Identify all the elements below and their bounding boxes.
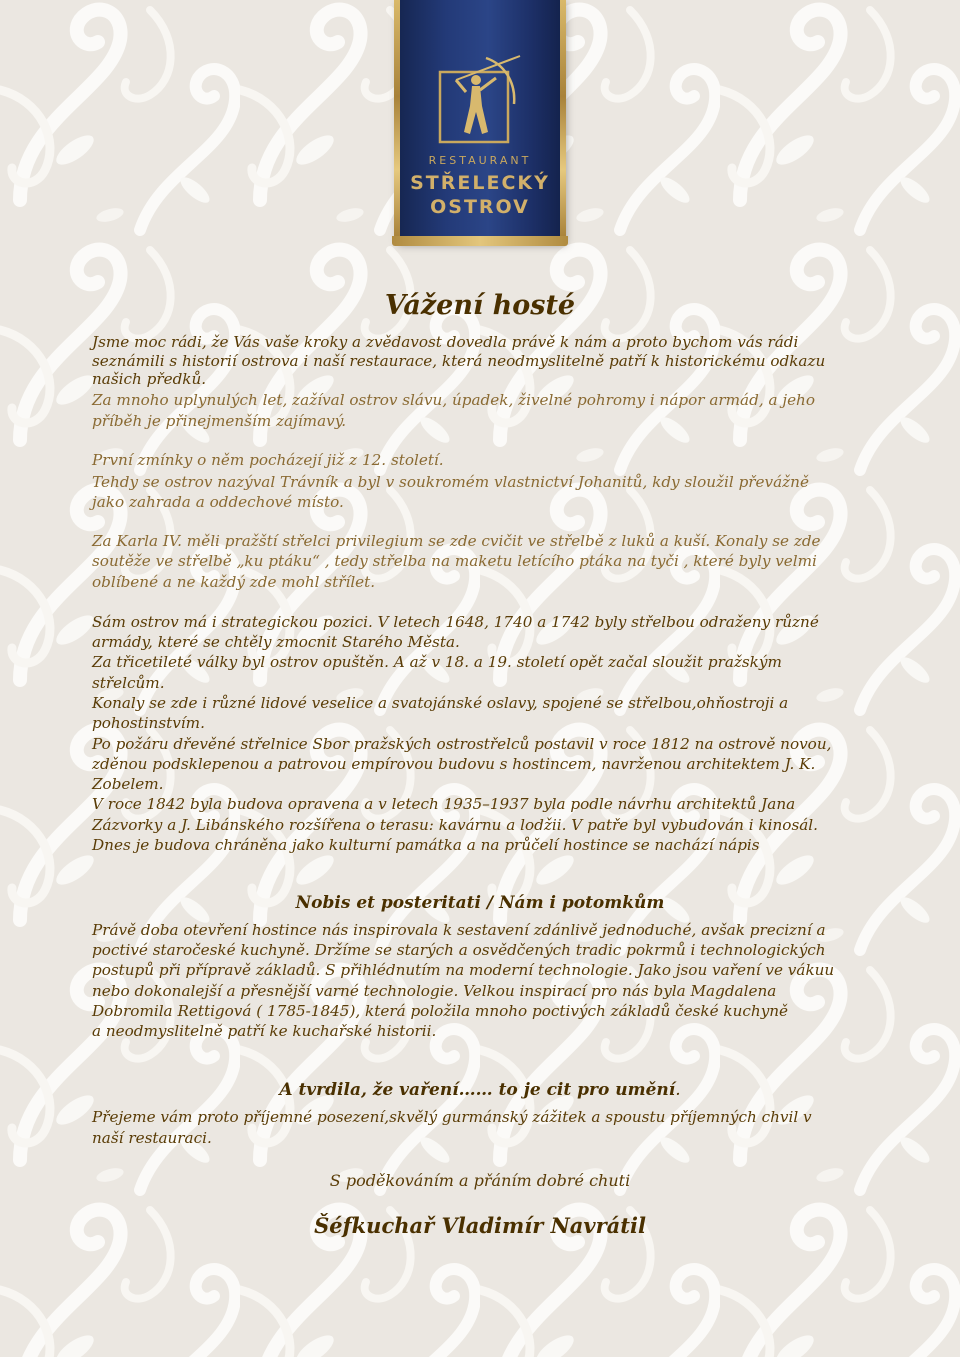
logo-restaurant-label: RESTAURANT bbox=[428, 154, 532, 167]
history-line: Zázvorky a J. Libánského rozšířena o terasu: kavárnu a lodžii. V patře byl vybudován i kinosál. bbox=[92, 816, 818, 834]
logo-ribbon bbox=[396, 0, 564, 242]
intro-line: našich předků. bbox=[92, 370, 207, 388]
history-line: Za třicetileté války byl ostrov opuštěn. A až v 18. a 19. století opět začal sloužit pražským bbox=[92, 653, 782, 671]
logo-name-line2: OSTROV bbox=[430, 196, 530, 218]
paragraph-line: příběh je přinejmenším zajímavý. bbox=[92, 412, 347, 430]
wish-line: Přejeme vám proto příjemné posezení,skvělý gurmánský zážitek a spoustu příjemných chvil v bbox=[92, 1108, 812, 1126]
motto-quote-period: . bbox=[675, 1080, 681, 1100]
ribbon-gold-edge bbox=[392, 236, 568, 246]
paragraph-line: Tehdy se ostrov nazýval Trávník a byl v soukromém vlastnictví Johanitů, kdy sloužil převážně bbox=[92, 473, 809, 491]
history-line: Sám ostrov má i strategickou pozici. V letech 1648, 1740 a 1742 byly střelbou odraženy různé bbox=[92, 613, 819, 631]
cuisine-line: nebo dokonalejší a přesnější varné technologie. Velkou inspirací pro nás byla Magdalena bbox=[92, 982, 777, 1000]
paragraph-line: Za mnoho uplynulých let, zažíval ostrov slávu, úpadek, živelné pohromy i nápor armád, a jeho bbox=[92, 391, 815, 409]
history-line: Dnes je budova chráněna jako kulturní památka a na průčelí hostince se nachází nápis bbox=[92, 836, 760, 854]
history-line: Po požáru dřevěné střelnice Sbor pražských ostrostřelců postavil v roce 1812 na ostrově novou, bbox=[92, 735, 832, 753]
cuisine-line: Dobromila Rettigová ( 1785-1845), která položila mnoho poctivých základů české kuchyně bbox=[92, 1002, 789, 1020]
wish-line: naší restauraci. bbox=[92, 1129, 212, 1147]
chef-signature: Šéfkuchař Vladimír Navrátil bbox=[314, 1213, 646, 1238]
intro-line: seznámili s historií ostrova i naší restaurace, která neodmyslitelně patří k historickému odkazu bbox=[92, 352, 826, 370]
archer-logo-icon bbox=[436, 50, 526, 146]
cuisine-line: postupů při přípravě základů. S přihlédnutím na moderní technologie. Jako jsou vaření ve vákuu bbox=[92, 961, 835, 979]
logo-name-line1: STŘELECKÝ bbox=[410, 172, 550, 194]
paragraph-line: První zmínky o něm pocházejí již z 12. století. bbox=[92, 451, 444, 469]
history-line: pohostinstvím. bbox=[92, 714, 205, 732]
history-line: Zobelem. bbox=[92, 775, 164, 793]
motto-quote bbox=[0, 1080, 960, 1100]
history-line: armády, které se chtěly zmocnit Starého Města. bbox=[92, 633, 460, 651]
history-line: střelcům. bbox=[92, 674, 165, 692]
intro-line: Jsme moc rádi, že Vás vaše kroky a zvědavost dovedla právě k nám a proto bychom vás rádi bbox=[92, 333, 799, 351]
paragraph-line: jako zahrada a oddechové místo. bbox=[92, 493, 344, 511]
cuisine-line: Právě doba otevření hostince nás inspirovala k sestavení zdánlivě jednoduché, avšak precizní a bbox=[92, 921, 826, 939]
cuisine-line: poctivé staročeské kuchyně. Držíme se starých a osvědčených tradic pokrmů i technologických bbox=[92, 941, 826, 959]
motto-inscription: Nobis et posteritati / Nám i potomkům bbox=[295, 893, 665, 913]
paragraph-line: Za Karla IV. měli pražští střelci privilegium se zde cvičit ve střelbě z luků a kuší. Konaly se zde bbox=[92, 532, 821, 550]
thanks-line: S poděkováním a přáním dobré chuti bbox=[329, 1171, 631, 1190]
history-line: V roce 1842 byla budova opravena a v letech 1935–1937 byla podle návrhu architektů Jana bbox=[92, 795, 796, 813]
page-title: Vážení hosté bbox=[384, 290, 576, 322]
history-line: zděnou podsklepenou a patrovou empírovou budovu s hostincem, navrženou architektem J. K. bbox=[92, 755, 816, 773]
paragraph-line: oblíbené a ne každý zde mohl střílet. bbox=[92, 573, 376, 591]
motto-quote-text: A tvrdila, že vaření…… to je cit pro umění bbox=[279, 1080, 676, 1100]
history-line: Konaly se zde i různé lidové veselice a svatojánské oslavy, spojené se střelbou,ohňostroji a bbox=[92, 694, 789, 712]
cuisine-line: a neodmyslitelně patří ke kuchařské historii. bbox=[92, 1022, 437, 1040]
paragraph-line: soutěže ve střelbě „ku ptáku“ , tedy střelba na maketu letícího ptáka na tyči , které byly velmi bbox=[92, 552, 817, 570]
